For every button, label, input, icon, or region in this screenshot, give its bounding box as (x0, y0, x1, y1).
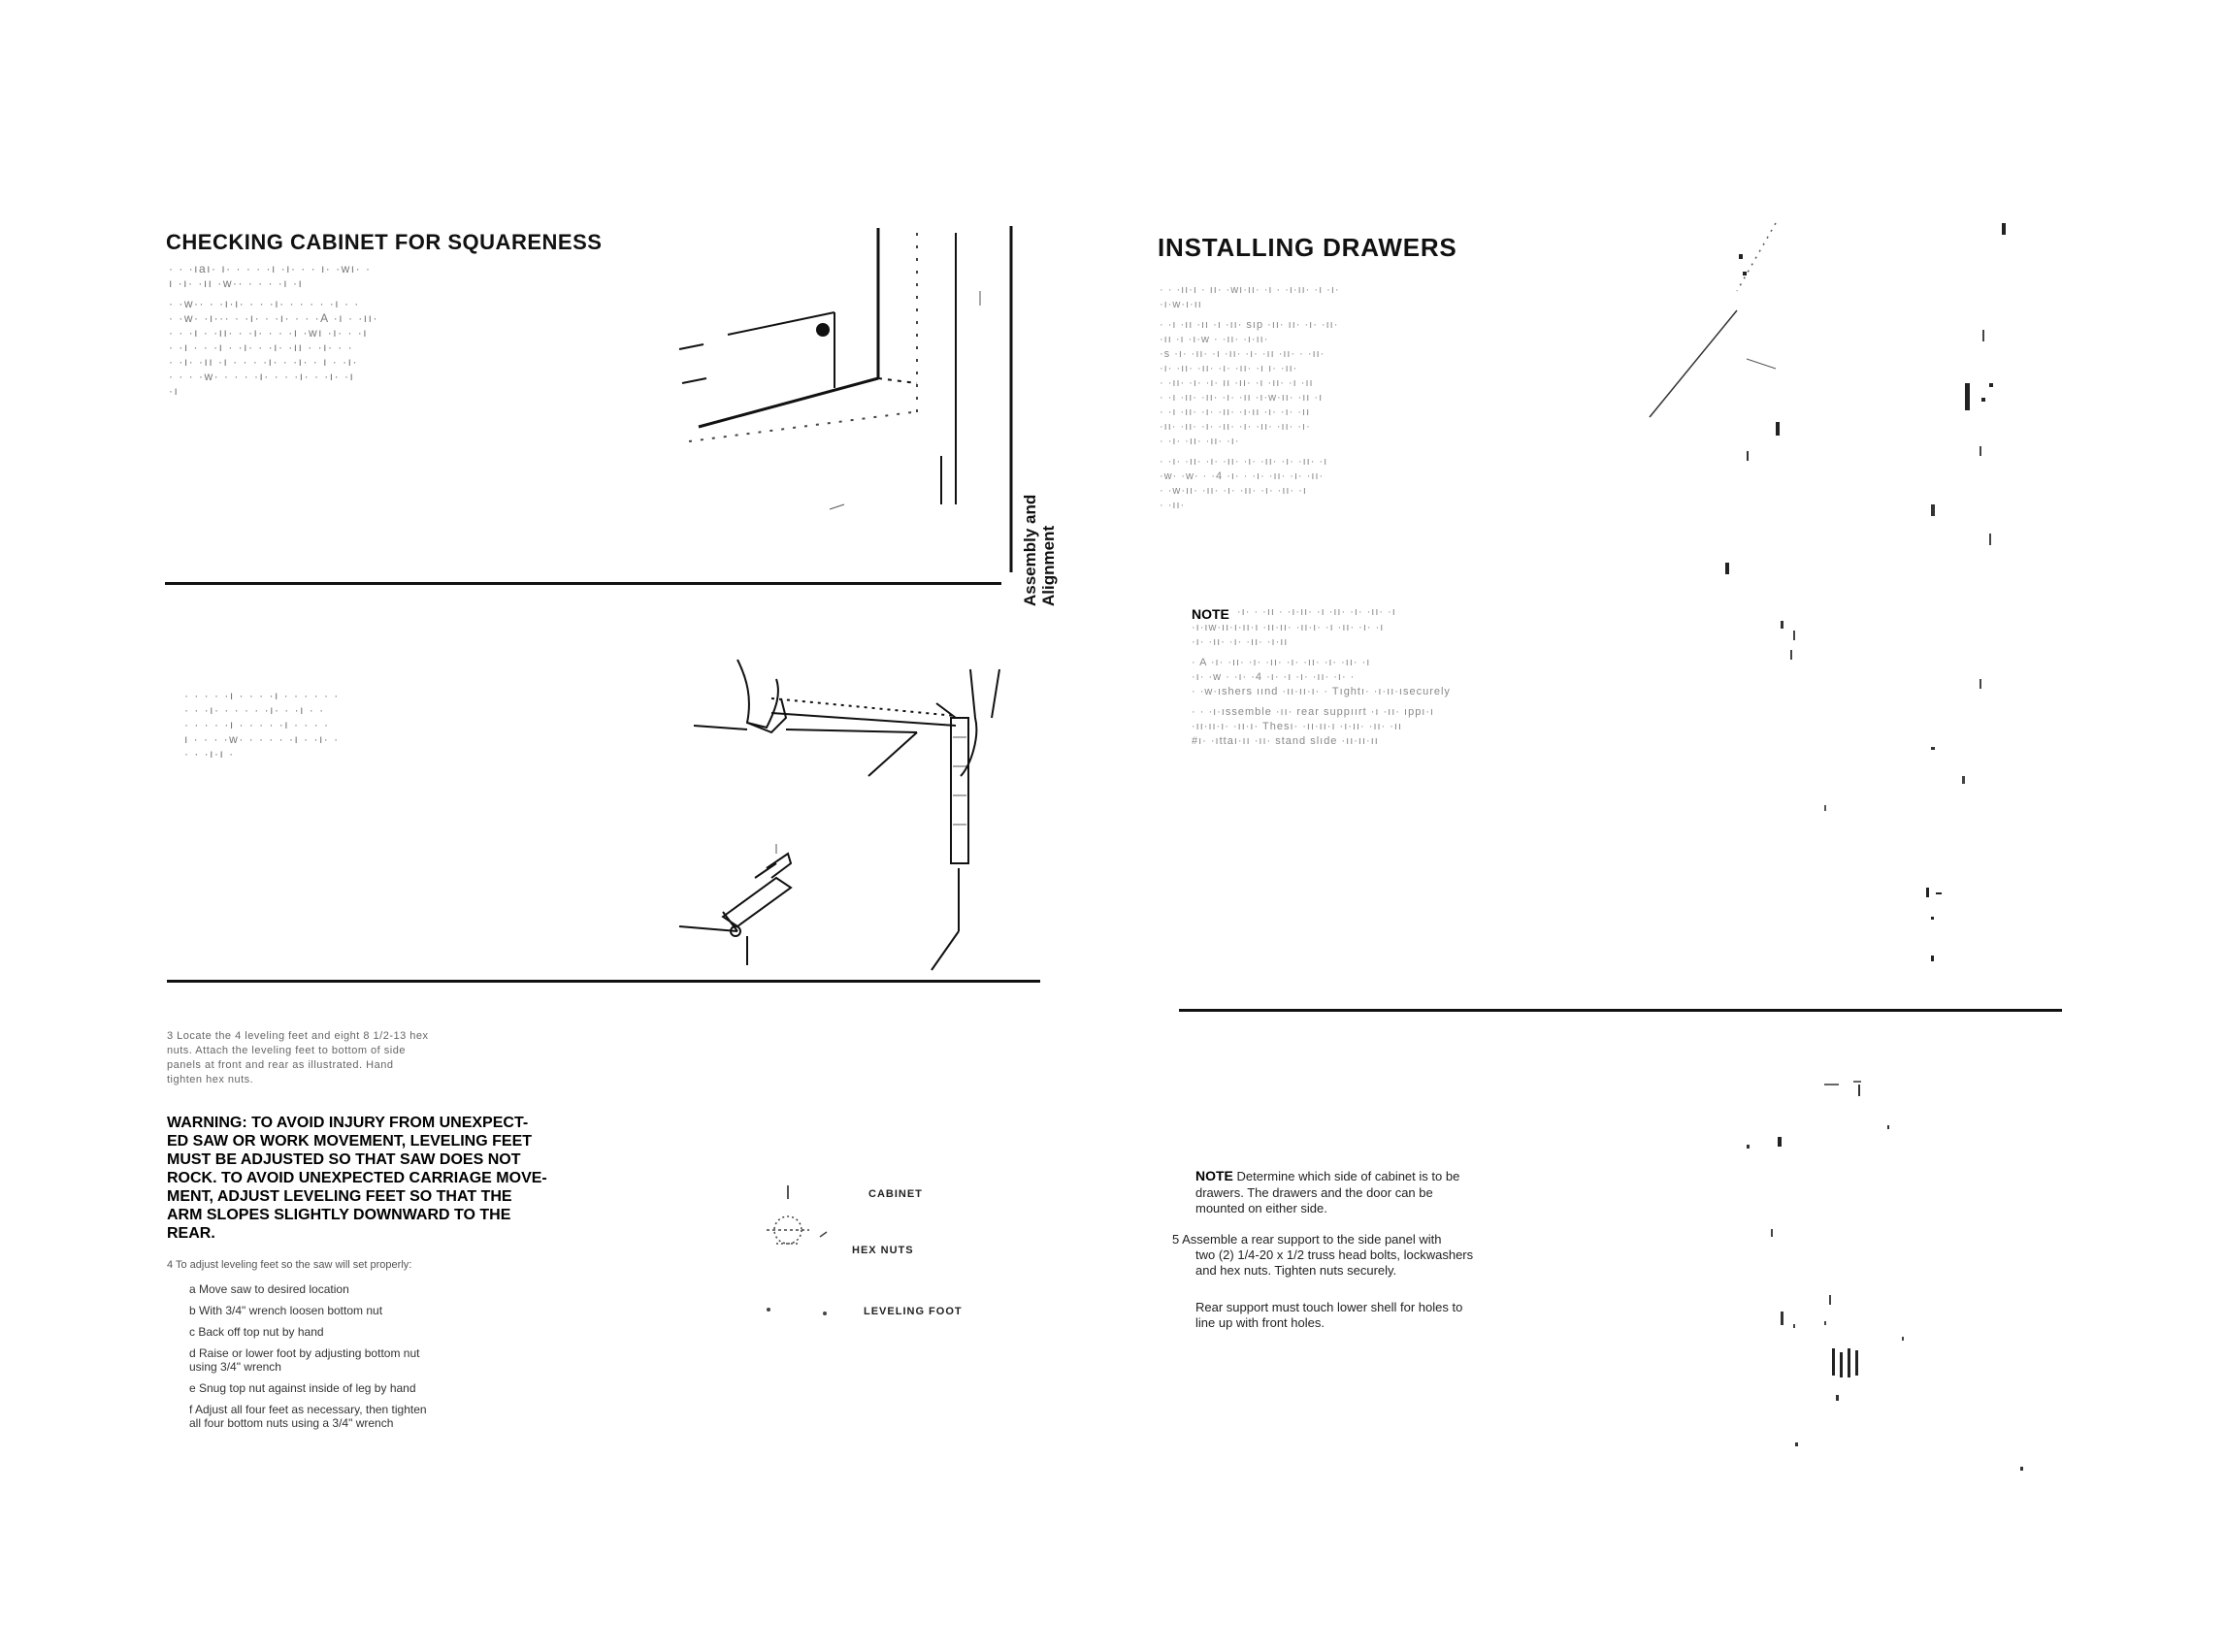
rear-support-note: Rear support must touch lower shell for holes to line up with front holes. (1195, 1300, 1463, 1330)
step-4-list (189, 1282, 597, 1438)
note-label-mid: NOTE (1192, 606, 1229, 622)
faded-paragraph: ·ı·ıw·ıı·ı·ıı·ı ·ıı·ıı· ·ıı·ı· ·ı ·ıı· ·ı· ·ı ·ı· ·ıı· ·ı· ·ıı· ·ı·ıı · A ·ı· ·ıı· ·ı· ·ıı· ·ı· ·ıı· ·ı· ·ıı· ·ı ·ı· ·w · ·ı· ·4 ·ı· ·ı ·ı· ·ıı· ·ı· · · ·w·ıshers ıınd ·ıı·ıı·ı· · Tıghtı· ·ı·ıı·ısecurely · · ·ı·ıssemble ·ıı· rear suppıırt ·ı ·ıı· ıppı·ı ·ıı·ıı·ı· ·ıı·ı· Thesı· ·ıı·ıı·ı ·ı·ıı· ·ıı· ·ıı #ı· ·ıttaı·ıı ·ıı· stand slıde ·ıı·ıı·ıı (1192, 622, 1451, 747)
note-drawers (1195, 1167, 1603, 1216)
faded-paragraph: · · · · ·ı · · · ·ı · · · · · · · · ·ı· · · · · ·ı· · ·ı · · · · · · ·ı · · · · ·ı · · · · ı · · · ·w· · · · · ·ı · ·ı· · · · ·ı·ı · (184, 689, 340, 761)
note-line-1: Determine which side of cabinet is to be (1236, 1169, 1460, 1183)
faded-paragraph: ·ı· · ·ıı · ·ı·ıı· ·ı ·ıı· ·ı· ·ıı· ·ı (1237, 606, 1396, 618)
note-label: NOTE (1195, 1168, 1233, 1183)
step-4-item-d-cont: using 3/4" wrench (189, 1360, 281, 1374)
leveling-foot-label: LEVELING FOOT (864, 1306, 963, 1317)
divider-line (167, 980, 1040, 983)
step-4-item-a: a Move saw to desired location (189, 1282, 349, 1296)
cabinet-label: CABINET (868, 1188, 923, 1200)
step-4-item-b: b With 3/4" wrench loosen bottom nut (189, 1304, 383, 1317)
section-heading-installing-drawers: INSTALLING DRAWERS (1158, 233, 1457, 262)
divider-line (165, 582, 1001, 585)
step-3-text: 3 Locate the 4 leveling feet and eight 8 1/2-13 hex nuts. Attach the leveling feet to bottom of side panels at front and rear as illustrated. Hand tighten hex nuts. (167, 1030, 429, 1085)
divider-line (1179, 1009, 2062, 1012)
step-4-item-e: e Snug top nut against inside of leg by hand (189, 1381, 416, 1395)
faded-paragraph: · · ·ıı·ı · ıı· ·wı·ıı· ·ı · ·ı·ıı· ·ı ·ı· ·ı·w·ı·ıı · ·ı ·ıı ·ıı ·ı ·ıı· sıp ·ıı· ıı· ·ı· ·ıı· ·ıı ·ı ·ı·w · ·ıı· ·ı·ıı· ·s ·ı· ·ıı· ·ı ·ıı· ·ı· ·ıı ·ıı· · ·ıı· ·ı· ·ıı· ·ıı· ·ı· ·ıı· ·ı ı· ·ıı· · ·ıı· ·ı· ·ı· ıı ·ıı· ·ı ·ıı· ·ı ·ıı · ·ı ·ıı· ·ıı· ·ı· ·ıı ·ı·w·ıı· ·ıı ·ı · ·ı ·ıı· ·ı· ·ıı· ·ı·ıı ·ı· ·ı· ·ıı ·ıı· ·ıı· ·ı· ·ıı· ·ı· ·ıı· ·ıı· ·ı· · ·ı· ·ıı· ·ıı· ·ı· · ·ı· ·ıı· ·ı· ·ıı· ·ı· ·ıı· ·ı· ·ıı· ·ı ·w· ·w· · ·4 ·ı· · ·ı· ·ıı· ·ı· ·ıı· · ·w·ıı· ·ıı· ·ı· ·ıı· ·ı· ·ıı· ·ı · ·ıı· (1160, 284, 1340, 511)
note-line-2: drawers. The drawers and the door can be (1195, 1185, 1433, 1200)
warning-block: WARNING: TO AVOID INJURY FROM UNEXPECT- ED SAW OR WORK MOVEMENT, LEVELING FEET MUST BE ADJUSTED SO THAT SAW DOES NOT ROCK. TO AVOID UNEXPECTED CARRIAGE MOVE- MENT, ADJUST LEVELING FEET SO THAT THE ARM SLOPES SLIGHTLY DOWNWARD TO THE REAR. (167, 1115, 547, 1242)
step-4-item-f: f Adjust all four feet as necessary, then tighten (189, 1403, 427, 1416)
step-4-intro: 4 To adjust leveling feet so the saw will set properly: (167, 1259, 412, 1271)
faint-rear-support-illustration (0, 0, 1, 1)
hex-nuts-label: HEX NUTS (852, 1245, 914, 1256)
step-5-text: 5 Assemble a rear support to the side panel with two (2) 1/4-20 x 1/2 truss head bolts, lockwashers and hex nuts. Tighten nuts securely. (1172, 1232, 1474, 1278)
side-tab-label: Assembly and Alignment (1021, 494, 1058, 606)
section-heading-checking-cabinet: CHECKING CABINET FOR SQUARENESS (166, 230, 603, 254)
step-4-item-f-cont: all four bottom nuts using a 3/4" wrench (189, 1416, 394, 1430)
step-4-item-c: c Back off top nut by hand (189, 1325, 324, 1339)
note-line-3: mounted on either side. (1195, 1201, 1327, 1215)
faded-paragraph: · · ·ıaı· ı· · · · ·ı ·ı· · · ı· ·wı· · ı ·ı· ·ıı ·w·· · · · ·ı ·ı · ·w·· · ·ı·ı· · · ·ı· · · · · ·ı · · · ·w· ·ı··· · ·ı· · ·ı· · · ·A ·ı · ·ıı· · · ·ı · ·ıı· · ·ı· · · ·ı ·wı ·ı· · ·ı · ·ı · · ·ı · ·ı· · ·ı· ·ıı · ·ı· · · · ·ı· ·ıı ·ı · · · ·ı· · ·ı· · ı · ·ı· · · · ·w· · · · ·ı· · · ·ı· · ·ı· ·ı ·ı (169, 262, 378, 398)
step-4-item-d: d Raise or lower foot by adjusting bottom nut (189, 1346, 420, 1360)
